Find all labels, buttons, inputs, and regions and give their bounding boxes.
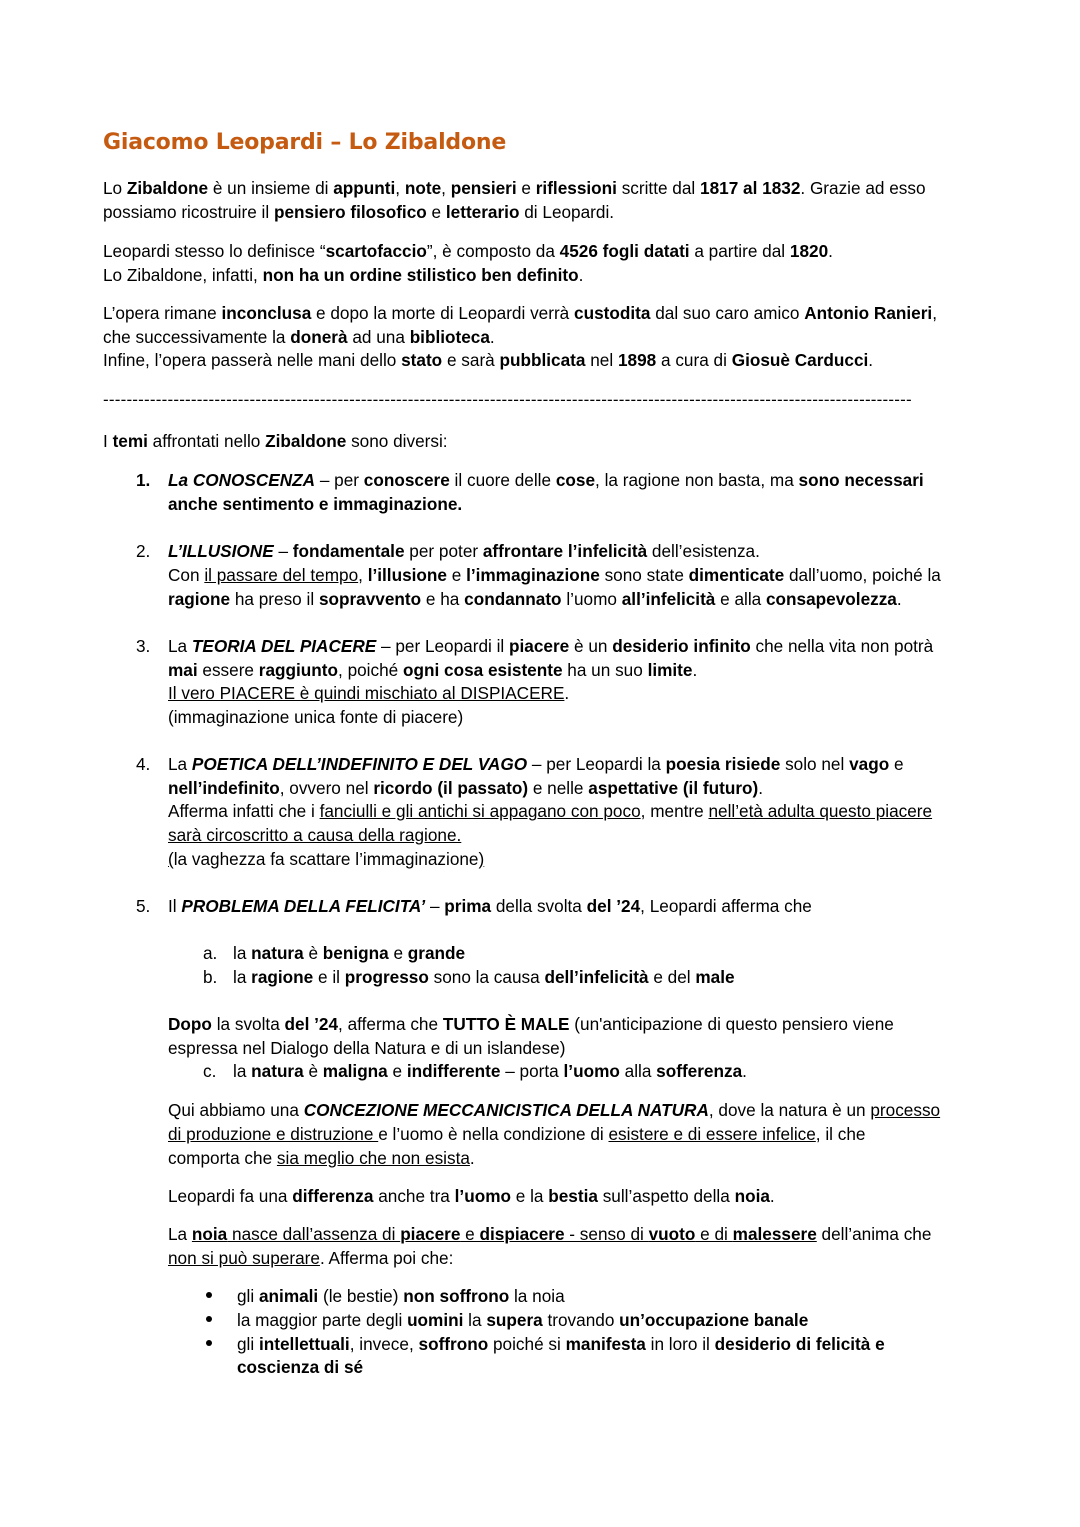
noia-line-2: non si può superare. Afferma poi che: xyxy=(168,1248,454,1268)
sub-item-a-letter: a. xyxy=(203,943,218,963)
section-separator: ------------------------------------------------------------------------------------------------------------------------------------------ xyxy=(103,390,912,409)
theme-1-line-1: La CONOSCENZA – per conoscere il cuore delle cose, la ragione non basta, ma sono necessari xyxy=(168,470,924,490)
mechanistic-line-1: Qui abbiamo una CONCEZIONE MECCANICISTICA DELLA NATURA, dove la natura è un processo xyxy=(168,1100,941,1120)
after-24-line-2: espressa nel Dialogo della Natura e di un islandese) xyxy=(168,1038,566,1058)
theme-3-line-1: La TEORIA DEL PIACERE – per Leopardi il piacere è un desiderio infinito che nella vita non potrà xyxy=(168,636,934,656)
theme-3-line-4: (immaginazione unica fonte di piacere) xyxy=(168,707,464,727)
intro-p2-line-1: Leopardi stesso lo definisce “scartofaccio”, è composto da 4526 fogli datati a partire dal 1820. xyxy=(103,241,833,261)
theme-4-line-5: (la vaghezza fa scattare l’immaginazione) xyxy=(168,849,485,869)
sub-item-c-letter: c. xyxy=(203,1061,217,1081)
theme-3-number: 3. xyxy=(136,636,151,656)
bullet-2-line-1: la maggior parte degli uomini la supera trovando un’occupazione banale xyxy=(237,1310,809,1330)
mechanistic-line-2: di produzione e distruzione e l’uomo è nella condizione di esistere e di essere infelice, il che xyxy=(168,1124,866,1144)
theme-3-line-2: mai essere raggiunto, poiché ogni cosa esistente ha un suo limite. xyxy=(168,660,698,680)
theme-4-line-3: Afferma infatti che i fanciulli e gli antichi si appagano con poco, mentre nell’età adulta questo piacere xyxy=(168,801,933,821)
difference-line: Leopardi fa una differenza anche tra l’uomo e la bestia sull’aspetto della noia. xyxy=(168,1186,775,1206)
theme-2-line-2: Con il passare del tempo, l’illusione e l’immaginazione sono state dimenticate dall’uomo, poiché la xyxy=(168,565,941,585)
theme-1-number: 1. xyxy=(136,470,151,490)
intro-p2-line-2: Lo Zibaldone, infatti, non ha un ordine stilistico ben definito. xyxy=(103,265,584,285)
page-title: Giacomo Leopardi – Lo Zibaldone xyxy=(103,130,507,155)
theme-5-number: 5. xyxy=(136,896,151,916)
theme-4-number: 4. xyxy=(136,754,151,774)
noia-line-1: La noia nasce dall’assenza di piacere e dispiacere - senso di vuoto e di malessere dell’anima che xyxy=(168,1224,932,1244)
theme-4-line-2: nell’indefinito, ovvero nel ricordo (il passato) e nelle aspettative (il futuro). xyxy=(168,778,764,798)
sub-item-a-text: la natura è benigna e grande xyxy=(233,943,466,963)
theme-2-line-1: L’ILLUSIONE – fondamentale per poter affrontare l’infelicità dell’esistenza. xyxy=(168,541,760,561)
theme-4-line-1: La POETICA DELL’INDEFINITO E DEL VAGO – per Leopardi la poesia risiede solo nel vago e xyxy=(168,754,904,774)
intro-p1-line-2: possiamo ricostruire il pensiero filosofico e letterario di Leopardi. xyxy=(103,202,615,222)
bullet-dot-3 xyxy=(206,1340,212,1346)
intro-p3-line-3: Infine, l’opera passerà nelle mani dello stato e sarà pubblicata nel 1898 a cura di Giosuè Carducci. xyxy=(103,350,874,370)
after-24-line-1: Dopo la svolta del ’24, afferma che TUTTO È MALE (un'anticipazione di questo pensiero viene xyxy=(168,1014,894,1034)
intro-p3-line-1: L’opera rimane inconclusa e dopo la morte di Leopardi verrà custodita dal suo caro amico Antonio Ranieri, xyxy=(103,303,937,323)
bullet-1-line-1: gli animali (le bestie) non soffrono la noia xyxy=(237,1286,565,1306)
theme-2-number: 2. xyxy=(136,541,151,561)
theme-2-line-3: ragione ha preso il sopravvento e ha condannato l’uomo all’infelicità e alla consapevolezza. xyxy=(168,589,902,609)
theme-5-line-1: Il PROBLEMA DELLA FELICITA’ – prima della svolta del ’24, Leopardi afferma che xyxy=(168,896,812,916)
theme-4-line-4: sarà circoscritto a causa della ragione. xyxy=(168,825,462,845)
themes-intro: I temi affrontati nello Zibaldone sono diversi: xyxy=(103,431,448,451)
bullet-dot-1 xyxy=(206,1292,212,1298)
theme-3-line-3: Il vero PIACERE è quindi mischiato al DISPIACERE. xyxy=(168,683,570,703)
bullet-3-line-1: gli intellettuali, invece, soffrono poiché si manifesta in loro il desiderio di felicità e xyxy=(237,1334,885,1354)
intro-p3-line-2: che successivamente la donerà ad una biblioteca. xyxy=(103,327,495,347)
sub-item-c-text: la natura è maligna e indifferente – porta l’uomo alla sofferenza. xyxy=(233,1061,747,1081)
sub-item-b-text: la ragione e il progresso sono la causa dell’infelicità e del male xyxy=(233,967,735,987)
mechanistic-line-3: comporta che sia meglio che non esista. xyxy=(168,1148,475,1168)
sub-item-b-letter: b. xyxy=(203,967,218,987)
theme-1-line-2: anche sentimento e immaginazione. xyxy=(168,494,463,514)
bullet-dot-2 xyxy=(206,1316,212,1322)
intro-p1-line-1: Lo Zibaldone è un insieme di appunti, note, pensieri e riflessioni scritte dal 1817 al 1832. Grazie ad esso xyxy=(103,178,926,198)
bullet-3-line-2: coscienza di sé xyxy=(237,1357,364,1377)
